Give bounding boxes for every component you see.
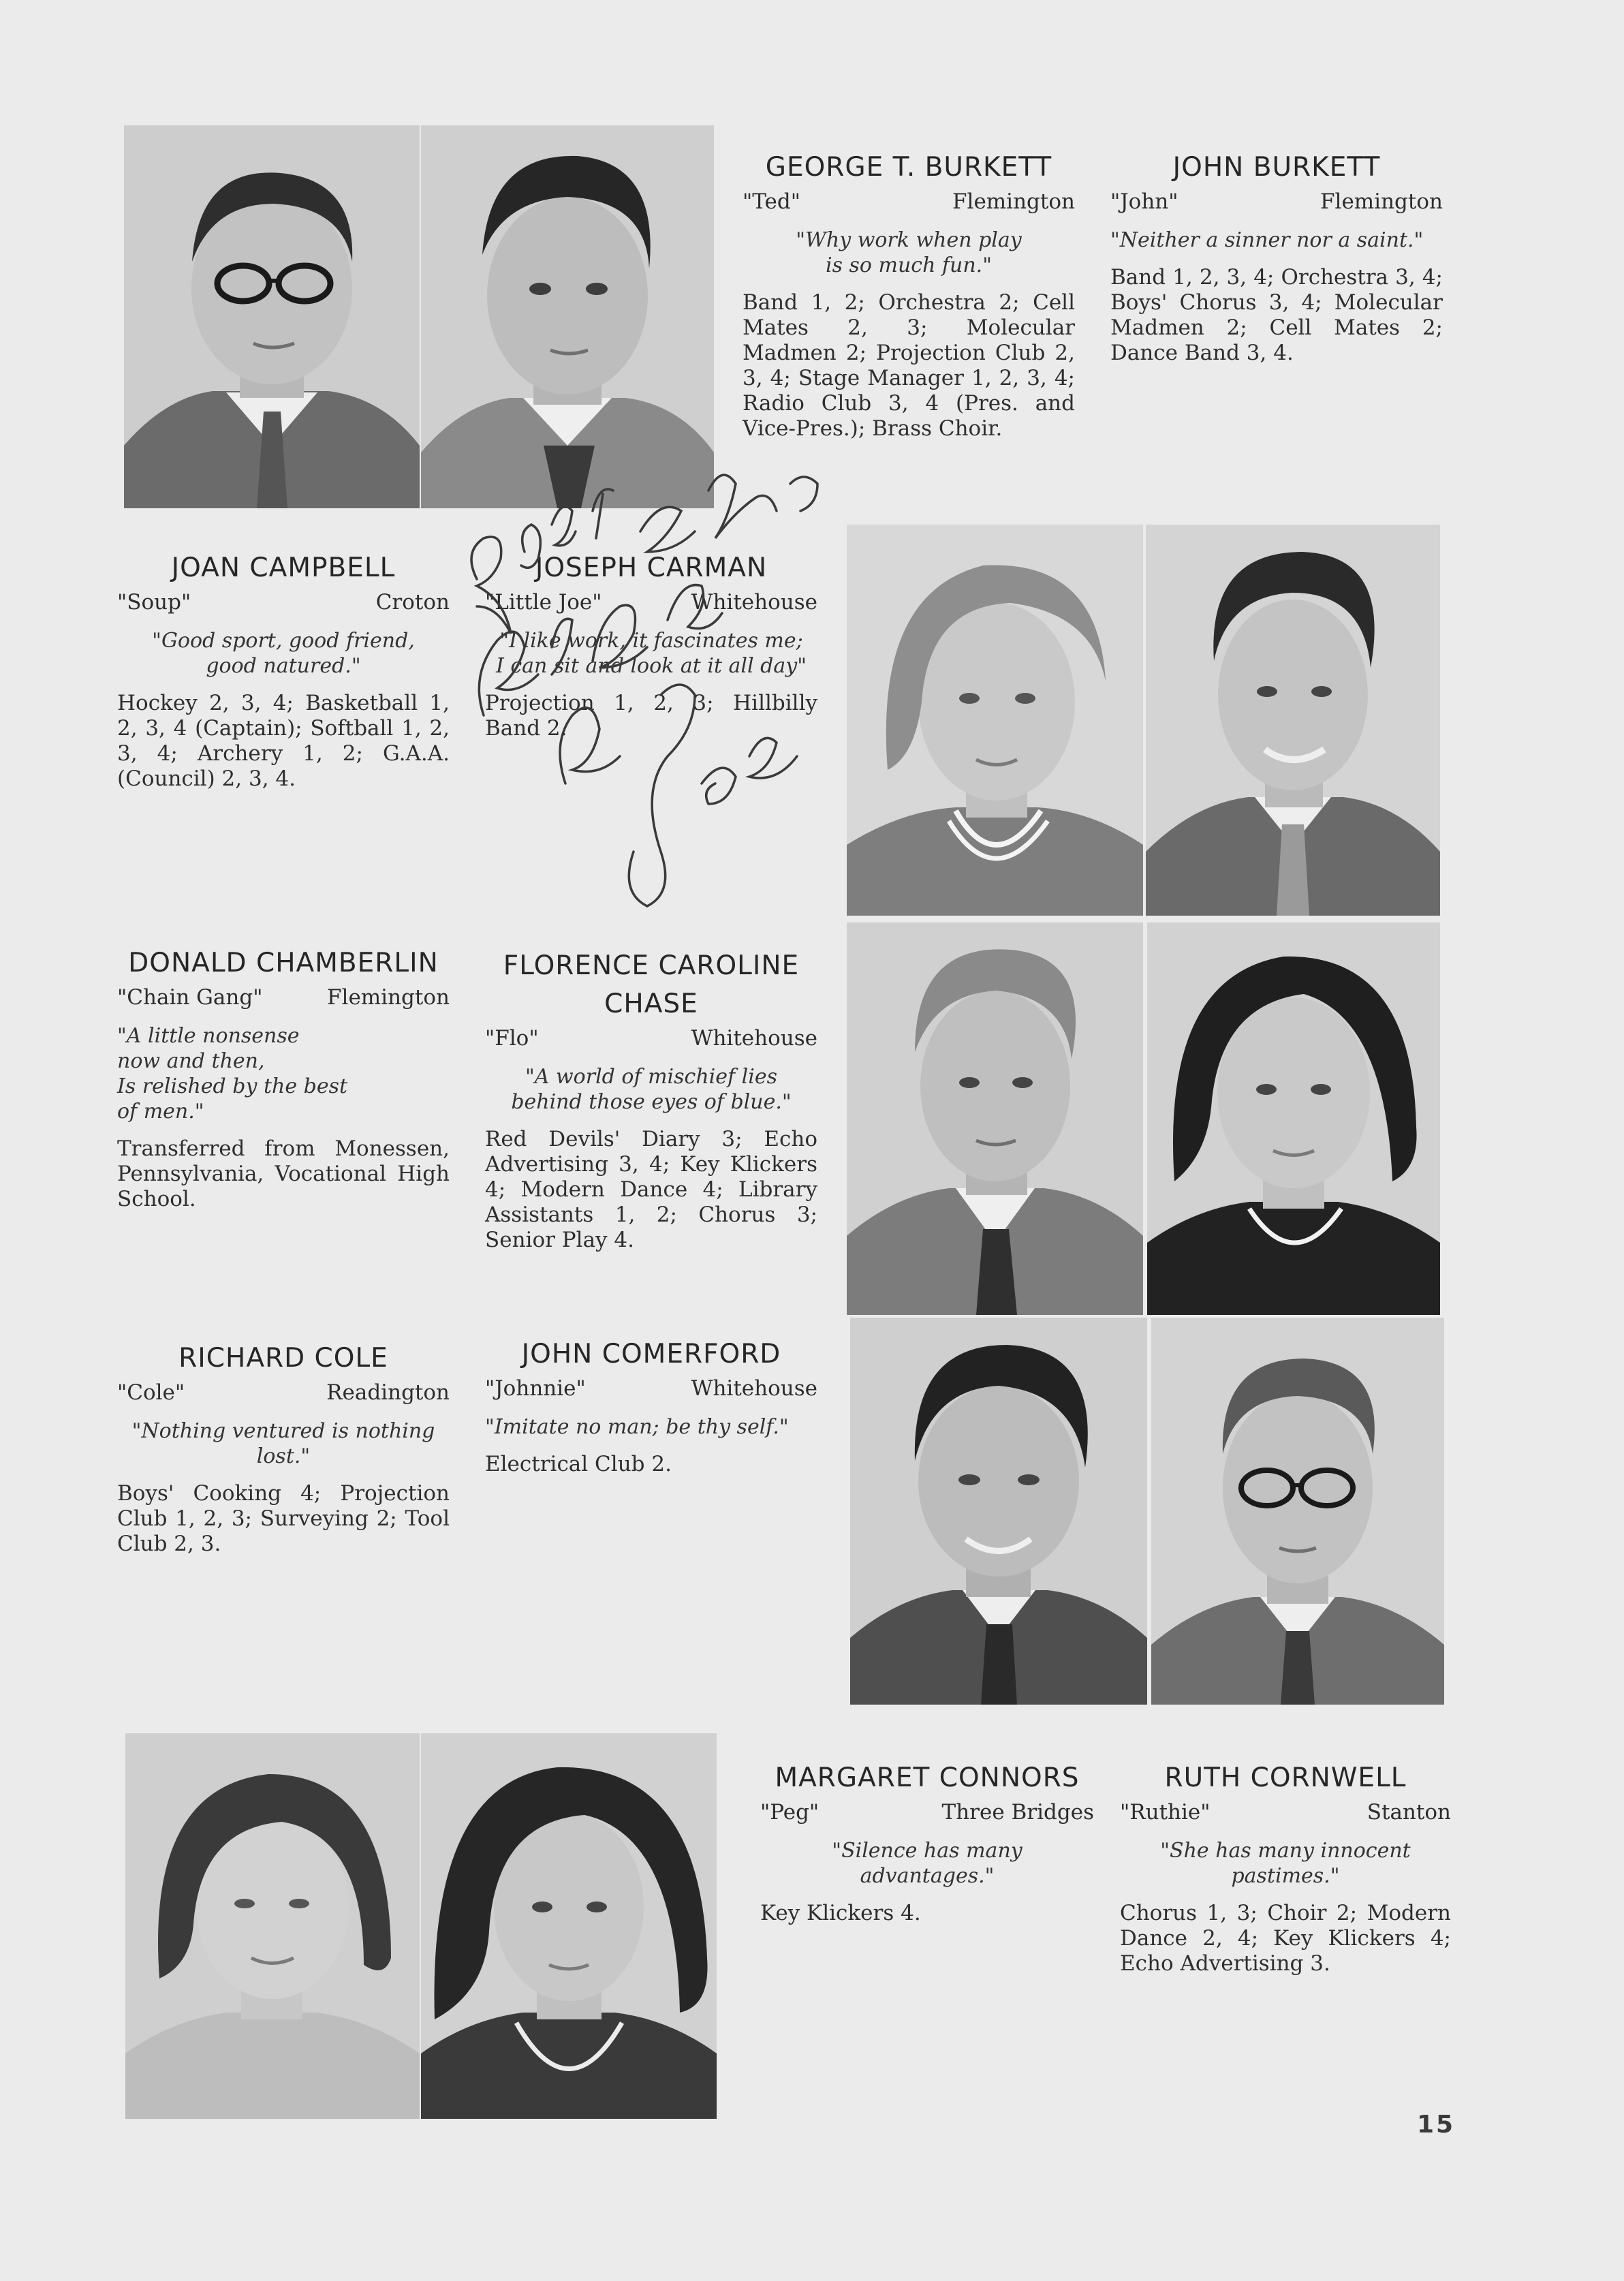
student-entry-carman <box>485 549 817 741</box>
student-activities: Projection 1, 2, 3; Hillbilly Band 2. <box>485 691 817 741</box>
student-quote: "Why work when play is so much fun." <box>796 228 1022 277</box>
portrait-photo-chamberlin <box>847 922 1143 1315</box>
student-entry-connors <box>760 1759 1094 1926</box>
student-quote: "I like work, it fascinates me; I can sit and look at it all day" <box>495 629 807 678</box>
student-town: Stanton <box>1367 1800 1451 1825</box>
student-name: GEORGE T. BURKETT <box>765 152 1052 183</box>
portrait-photo-chase <box>1147 922 1440 1315</box>
student-nickname: "Flo" <box>485 1026 539 1051</box>
portrait-photo-cole <box>850 1318 1147 1705</box>
student-activities: Red Devils' Diary 3; Echo Advertising 3, 4; Key Klickers 4; Modern Dance 4; Library Assistants 1, 2; Chorus 3; Senior Play 4. <box>485 1127 817 1252</box>
student-name: DONALD CHAMBERLIN <box>128 948 439 978</box>
student-entry-cole <box>117 1339 450 1557</box>
student-meta <box>485 1025 817 1052</box>
student-town: Readington <box>326 1380 450 1405</box>
student-quote: "Imitate no man; be thy self." <box>485 1415 789 1439</box>
student-activities: Hockey 2, 3, 4; Basketball 1, 2, 3, 4 (Captain); Softball 1, 2, 3, 4; Archery 1, 2; G.A.A. (Council) 2, 3, 4. <box>117 691 450 791</box>
portrait-photo-connors <box>125 1733 420 2119</box>
portrait-image <box>847 525 1143 916</box>
portrait-image <box>850 1318 1147 1705</box>
student-nickname: "Peg" <box>760 1800 819 1825</box>
portrait-photo-campbell <box>847 525 1143 916</box>
student-town: Whitehouse <box>691 1376 817 1401</box>
student-entry-campbell <box>117 549 450 792</box>
student-quote: "Silence has many advantages." <box>832 1839 1022 1888</box>
student-activities: Chorus 1, 3; Choir 2; Modern Dance 2, 4; Key Klickers 4; Echo Advertising 3. <box>1120 1901 1451 1976</box>
portrait-image <box>125 1733 420 2119</box>
student-meta <box>1110 188 1443 215</box>
student-town: Croton <box>375 590 450 615</box>
student-name: RUTH CORNWELL <box>1164 1763 1407 1793</box>
portrait-image <box>1151 1318 1444 1705</box>
student-nickname: "Soup" <box>117 590 191 615</box>
student-quote: "Nothing ventured is nothing lost." <box>131 1419 435 1468</box>
student-nickname: "Little Joe" <box>485 590 602 615</box>
student-meta <box>743 188 1075 215</box>
portrait-image <box>1146 525 1440 916</box>
portrait-photo-cornwell <box>421 1733 717 2119</box>
student-meta <box>117 589 450 616</box>
portrait-image <box>124 125 420 508</box>
student-activities: Band 1, 2; Orchestra 2; Cell Mates 2, 3; Molecular Madmen 2; Projection Club 2, 3, 4; Stage Manager 1, 2, 3, 4; Radio Club 3, 4 (Pres. and Vice-Pres.); Brass Choir. <box>743 290 1075 441</box>
student-meta <box>117 1379 450 1406</box>
student-nickname: "Chain Gang" <box>117 985 263 1010</box>
student-meta <box>485 589 817 616</box>
student-town: Whitehouse <box>691 1026 817 1051</box>
student-meta <box>1120 1799 1451 1826</box>
student-name: JOSEPH CARMAN <box>535 553 768 583</box>
student-town: Flemington <box>1320 189 1443 214</box>
student-name: JOAN CAMPBELL <box>171 553 396 583</box>
student-quote: "A little nonsense now and then, Is relished by the best of men." <box>117 1024 348 1123</box>
student-quote: "A world of mischief lies behind those eyes of blue." <box>511 1065 792 1114</box>
student-entry-chase <box>485 947 817 1253</box>
student-activities: Boys' Cooking 4; Projection Club 1, 2, 3; Surveying 2; Tool Club 2, 3. <box>117 1481 450 1556</box>
student-entry-comerford <box>485 1335 817 1477</box>
student-name: MARGARET CONNORS <box>775 1763 1080 1793</box>
student-entry-cornwell <box>1120 1759 1451 1976</box>
portrait-photo-comerford <box>1151 1318 1444 1705</box>
page-number: 15 <box>1417 2111 1456 2139</box>
student-entry-burkett-g <box>743 149 1075 441</box>
student-nickname: "Cole" <box>117 1380 185 1405</box>
student-name: RICHARD COLE <box>178 1343 388 1374</box>
student-nickname: "John" <box>1110 189 1178 214</box>
student-town: Whitehouse <box>691 590 817 615</box>
student-town: Three Bridges <box>941 1800 1094 1825</box>
student-activities: Electrical Club 2. <box>485 1452 672 1476</box>
portrait-image <box>421 125 714 508</box>
student-activities: Band 1, 2, 3, 4; Orchestra 3, 4; Boys' Chorus 3, 4; Molecular Madmen 2; Cell Mates 2; Dance Band 3, 4. <box>1110 265 1443 365</box>
student-quote: "Neither a sinner nor a saint." <box>1110 228 1424 252</box>
student-nickname: "Ted" <box>743 189 800 214</box>
student-entry-burkett-j <box>1110 149 1443 366</box>
student-activities: Key Klickers 4. <box>760 1901 921 1925</box>
student-town: Flemington <box>952 189 1075 214</box>
student-quote: "She has many innocent pastimes." <box>1160 1839 1411 1888</box>
student-name: JOHN COMERFORD <box>521 1339 781 1369</box>
student-meta <box>117 984 450 1011</box>
student-activities: Transferred from Monessen, Pennsylvania, Vocational High School. <box>117 1136 450 1211</box>
portrait-image <box>1147 922 1440 1315</box>
student-meta <box>760 1799 1094 1826</box>
student-name: JOHN BURKETT <box>1172 152 1381 183</box>
portrait-photo-carman <box>1146 525 1440 916</box>
portrait-image <box>421 1733 717 2119</box>
student-nickname: "Johnnie" <box>485 1376 586 1401</box>
student-town: Flemington <box>327 985 450 1010</box>
student-name: FLORENCE CAROLINE CHASE <box>503 950 800 1019</box>
portrait-photo-burkett-g <box>124 125 420 508</box>
student-meta <box>485 1375 817 1402</box>
portrait-photo-burkett-j <box>421 125 714 508</box>
portrait-image <box>847 922 1143 1315</box>
student-nickname: "Ruthie" <box>1120 1800 1211 1825</box>
student-entry-chamberlin <box>117 944 450 1212</box>
student-quote: "Good sport, good friend, good natured." <box>152 629 415 678</box>
